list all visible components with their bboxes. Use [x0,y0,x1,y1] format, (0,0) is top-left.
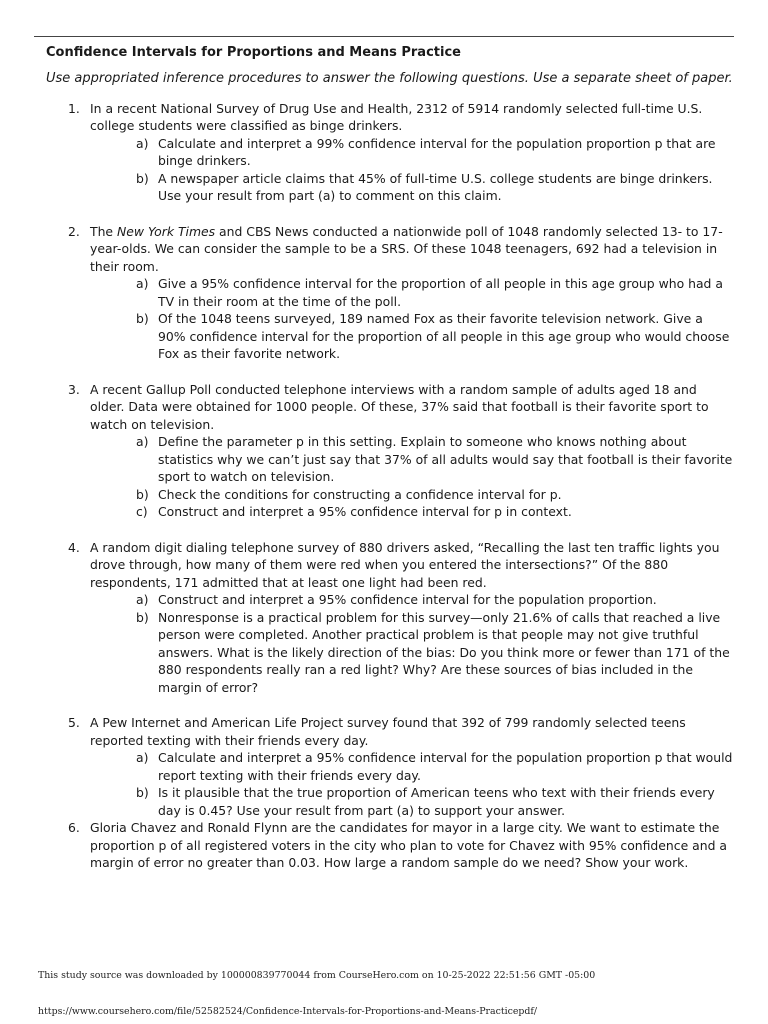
top-divider [34,36,734,37]
part-text: Of the 1048 teens surveyed, 189 named Fox as their favorite television network. Give a 90% confidence interval for the proportion of all people in this age group who would choose Fox as their favorite network. [158,311,730,361]
question-part [136,275,734,310]
question-part [136,433,734,486]
question-text: A random digit dialing telephone survey of 880 drivers asked, “Recalling the last ten traffic lights you drove through, how many of them were red when you entered the intersections?” Of the 880 respondents, 171 admitted that at least one light had been red. [90,539,720,590]
question-number: 4. [68,539,80,555]
part-text: Calculate and interpret a 99% confidence interval for the population proportion p that are binge drinkers. [158,135,716,168]
question-2 [46,223,734,363]
part-text: Check the conditions for constructing a confidence interval for p. [158,486,562,502]
question-parts [90,591,734,696]
question-4 [46,539,734,697]
part-text: Construct and interpret a 95% confidence interval for the population proportion. [158,592,657,607]
question-text-start: The [90,223,117,239]
question-part [136,609,734,697]
question-text [90,223,734,276]
question-number: 2. [68,223,80,239]
question-number: 6. [68,820,80,835]
question-number: 5. [68,715,80,730]
question-part [136,310,734,363]
part-text: Calculate and interpret a 95% confidence interval for the population proportion p that would report texting with their friends every day. [158,750,733,783]
question-number: 3. [68,381,80,397]
question-text: A Pew Internet and American Life Project survey found that 392 of 799 randomly selected teens reported texting with their friends every day. [90,715,686,748]
part-letter: c) [136,504,148,519]
question-text: In a recent National Survey of Drug Use and Health, 2312 of 5914 randomly selected full-time U.S. college students were classified as binge drinkers. [90,100,703,133]
question-part [136,135,734,170]
question-text-rest: and CBS News conducted a nationwide poll of 1048 randomly selected 13- to 17-year-olds. We can consider the sample to be a SRS. Of these 1048 teenagers, 692 had a television in their room. [90,223,723,274]
question-3 [46,381,734,521]
source-url[interactable]: https://www.coursehero.com/file/52582524/Confidence-Intervals-for-Proportions-and-Means-Practicepdf/ [38,1006,538,1017]
question-part [136,170,734,205]
part-text: Is it plausible that the true proportion of American teens who text with their friends every day is 0.45? Use your result from part (a) to support your answer. [158,785,715,818]
question-parts [90,135,734,205]
part-letter: b) [136,609,149,625]
question-parts [90,433,734,521]
question-text: A recent Gallup Poll conducted telephone interviews with a random sample of adults aged 18 and older. Data were obtained for 1000 people. Of these, 37% said that football is their favorite sport to watch on television. [90,381,709,432]
document-title: Confidence Intervals for Proportions and Means Practice [46,45,461,60]
part-text: Define the parameter p in this setting. Explain to someone who knows nothing about statistics why we can’t just say that 37% of all adults would say that football is their favorite sport to watch on television. [158,434,733,484]
question-parts [90,275,734,363]
document-instructions: Use appropriated inference procedures to answer the following questions. Use a separate sheet of paper. [46,70,733,86]
part-letter: b) [136,311,149,326]
part-text: Nonresponse is a practical problem for this survey—only 21.6% of calls that reached a live person were completed. Another practical problem is that people may not give truthful answers. What is the likely direction of the bias: Do you think more or fewer than 171 of the 880 respondents really ran a red light? Why? Are these sources of bias included in the margin of error? [158,609,730,695]
document-body [46,44,734,872]
question-part [136,784,734,819]
question-number: 1. [68,100,80,116]
part-letter: b) [136,785,149,800]
question-6 [46,819,734,872]
question-text: Gloria Chavez and Ronald Flynn are the candidates for mayor in a large city. We want to estimate the proportion p of all registered voters in the city who plan to vote for Chavez with 95% confidence and a margin of error no greater than 0.03. How large a random sample do we need? Show your work. [90,820,727,870]
part-text: A newspaper article claims that 45% of full-time U.S. college students are binge drinkers. Use your result from part (a) to comment on this claim. [158,170,713,203]
question-part [136,503,734,521]
part-text: Construct and interpret a 95% confidence interval for p in context. [158,504,572,519]
part-letter: a) [136,135,149,151]
part-letter: a) [136,434,149,449]
question-part [136,486,734,504]
part-letter: b) [136,170,149,186]
question-parts [90,749,734,819]
question-1 [46,100,734,205]
part-letter: a) [136,750,149,765]
question-part [136,749,734,784]
question-5 [46,714,734,819]
part-letter: a) [136,592,149,607]
download-notice: This study source was downloaded by 100000839770044 from CourseHero.com on 10-25-2022 22:51:56 GMT -05:00 [38,970,596,981]
part-letter: a) [136,276,149,291]
publication-title: New York Times [116,223,216,239]
part-letter: b) [136,486,149,502]
part-text: Give a 95% confidence interval for the proportion of all people in this age group who had a TV in their room at the time of the poll. [158,276,723,309]
question-part [136,591,734,609]
